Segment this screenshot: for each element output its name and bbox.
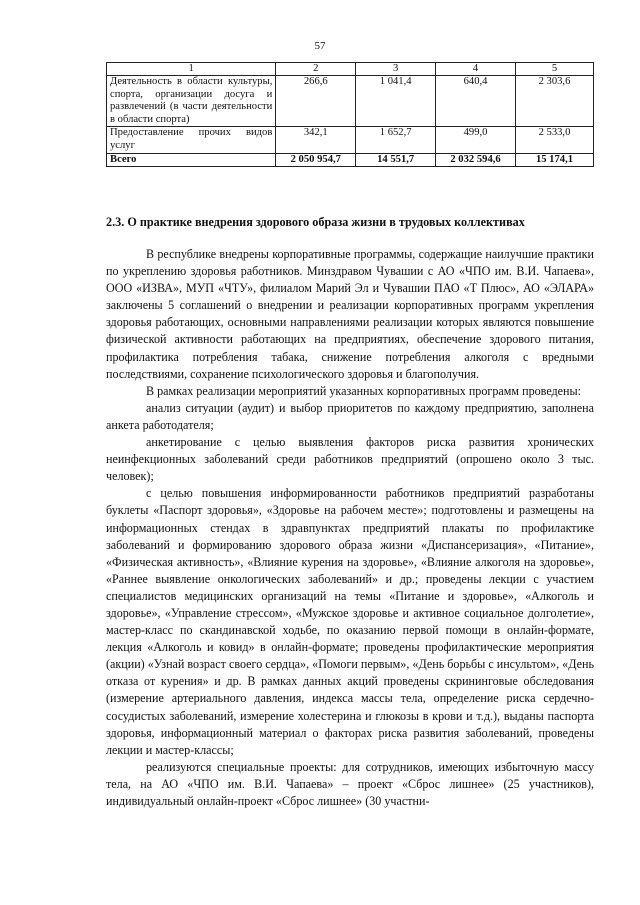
table-total-label: Всего [107,153,276,167]
page-number: 57 [314,40,326,52]
table-header-cell: 4 [436,63,516,76]
table-cell: 266,6 [276,76,356,127]
body-text [106,246,594,810]
table-row [107,76,594,127]
paragraph: реализуются специальные проекты: для сотрудников, имеющих избыточную массу тела, на АО «ЧПО им. В.И. Чапаева» – проект «Сброс лишнее» (25 участников), индивидуальный онлайн-проект «Сброс лишнее» (30 участни- [106,759,594,808]
table-cell: 2 303,6 [515,76,593,127]
table-total-cell: 2 032 594,6 [436,153,516,167]
table-total-cell: 15 174,1 [515,153,593,167]
table-header-row [107,63,594,76]
table-total-cell: 14 551,7 [356,153,436,167]
paragraph: анализ ситуации (аудит) и выбор приоритетов по каждому предприятию, заполнена анкета работодателя; [106,400,594,432]
table-header-cell: 1 [107,63,276,76]
table-cell: 342,1 [276,127,356,153]
table-total-cell: 2 050 954,7 [276,153,356,167]
paragraph: В республике внедрены корпоративные программы, содержащие наилучшие практики по укреплению здоровья работников. Минздравом Чувашии с АО «ЧПО им. В.И. Чапаева», ООО «ИЗВА», МУП «ЧТУ», филиалом Марий Эл и Чувашии ПАО «Т Плюс», АО «ЭЛАРА» заключены 5 соглашений о внедрении и реализации корпоративных программ укрепления здоровья работающих, основными направлениями реализации которых являются повышение физической активности работающих на предприятиях, обеспечение здорового питания, профилактика потребления табака, снижение потребления алкоголя с вредными последствиями, сохранение психологического здоровья и благополучия. [106,247,594,381]
section-heading: 2.3. О практике внедрения здорового образа жизни в трудовых коллективах [106,215,525,229]
table-row [107,127,594,153]
table-total-row [107,153,594,167]
paragraph: с целью повышения информированности работников предприятий разработаны буклеты «Паспорт здоровья», «Здоровье на рабочем месте»; подготовлены и размещены на информационных стендах в здравпунктах предприятий плакаты по профилактике заболеваний и формированию здорового образа жизни «Диспансеризация», «Питание», «Физическая активность», «Влияние курения на здоровье», «Влияние алкоголя на здоровье», «Раннее выявление онкологических заболеваний» и др.; проведены лекции с участием специалистов медицинских организаций на темы «Питание и здоровье», «Алкоголь и здоровье», «Управление стрессом», «Мужское здоровье и активное социальное долголетие», мастер-класс по скандинавской ходьбе, по оказанию первой помощи в онлайн-формате, лекция «Алкоголь и ковид» в онлайн-формате; проведены профилактические мероприятия (акции) «Узнай возраст своего сердца», «Помоги первым», «День борьбы с инсультом», «День отказа от курения» и др. В рамках данных акций проведены скрининговые обследования (измерение артериального давления, индекса массы тела, определение риска сердечно-сосудистых заболеваний, измерение холестерина и глюкозы в крови и т.д.), выданы паспорта здоровья, информационный материал о факторах риска развития заболеваний, проведены лекции и мастер-классы; [106,486,594,757]
table-cell: 499,0 [436,127,516,153]
table-header-cell: 5 [515,63,593,76]
table-cell: 1 652,7 [356,127,436,153]
paragraph: анкетирование с целью выявления факторов риска развития хронических неинфекционных заболеваний среди работников предприятий (опрошено около 3 тыс. человек); [106,435,594,484]
table-cell: 2 533,0 [515,127,593,153]
table-row-label: Предоставление прочих видов услуг [107,127,276,153]
table-header-cell: 2 [276,63,356,76]
table-header-cell: 3 [356,63,436,76]
table-cell: 1 041,4 [356,76,436,127]
paragraph: В рамках реализации мероприятий указанных корпоративных программ проведены: [146,383,582,398]
statistics-table [106,62,594,167]
table-cell: 640,4 [436,76,516,127]
table-row-label: Деятельность в области культуры, спорта, организации досуга и развлечений (в части деятельности в области спорта) [107,76,276,127]
